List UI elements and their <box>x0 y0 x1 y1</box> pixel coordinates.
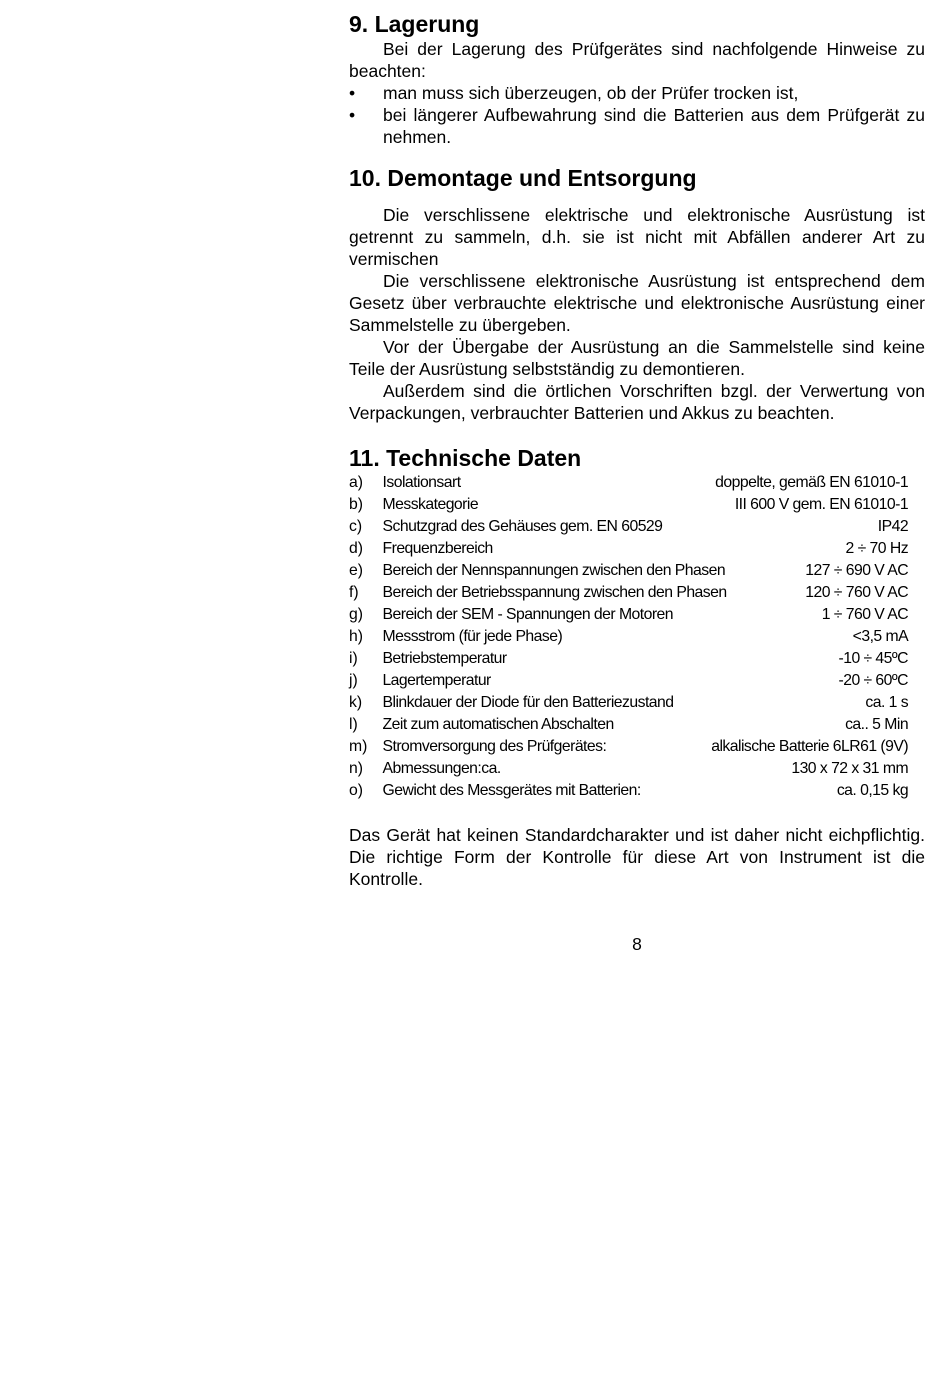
spec-label: Zeit zum automatischen Abschalten <box>382 716 614 733</box>
spec-key: g) <box>349 606 364 623</box>
spec-value: III 600 V gem. EN 61010-1 <box>734 496 909 513</box>
spec-key: f) <box>349 584 359 601</box>
spec-label: Lagertemperatur <box>382 672 491 689</box>
demontage-paragraph: Außerdem sind die örtlichen Vorschriften bzgl. der Verwertung von Verpackungen, verbrauchter Batterien und Akkus zu beachten. <box>349 381 925 423</box>
spec-row <box>349 692 908 714</box>
spec-label: Messstrom (für jede Phase) <box>382 628 563 645</box>
spec-value: 127 ÷ 690 V AC <box>805 562 909 579</box>
spec-row <box>349 472 908 494</box>
spec-key: h) <box>349 628 364 645</box>
bullet-text: man muss sich überzeugen, ob der Prüfer trocken ist, <box>383 83 799 103</box>
spec-value: 130 x 72 x 31 mm <box>791 760 909 777</box>
spec-list <box>349 472 908 802</box>
calibration-note: Das Gerät hat keinen Standardcharakter und ist daher nicht eichpflichtig. Die richtige Form der Kontrolle für diese Art von Instrument ist die Kontrolle. <box>349 825 925 889</box>
spec-key: l) <box>349 716 358 733</box>
spec-key: n) <box>349 760 364 777</box>
bullet-icon: • <box>349 105 356 125</box>
demontage-paragraph: Die verschlissene elektrische und elektronische Ausrüstung ist getrennt zu sammeln, d.h. sie ist nicht mit Abfällen anderer Art zu vermischen <box>349 205 925 269</box>
spec-row <box>349 582 908 604</box>
spec-row <box>349 494 908 516</box>
lagerung-bullet-list <box>349 82 925 148</box>
spec-label: Betriebstemperatur <box>382 650 507 667</box>
spec-row <box>349 736 908 758</box>
spec-key: i) <box>349 650 358 667</box>
section-heading-demontage: 10. Demontage und Entsorgung <box>349 165 697 191</box>
spec-key: a) <box>349 474 364 491</box>
spec-label: Frequenzbereich <box>382 540 493 557</box>
spec-label: Bereich der Betriebsspannung zwischen den Phasen <box>382 584 727 601</box>
spec-label: Abmessungen:ca. <box>382 760 501 777</box>
list-item <box>349 82 925 104</box>
page-number: 8 <box>632 934 642 954</box>
demontage-paragraph: Die verschlissene elektronische Ausrüstung ist entsprechend dem Gesetz über verbrauchte elektrische und elektronische Ausrüstung einer Sammelstelle zu übergeben. <box>349 271 925 335</box>
spec-label: Schutzgrad des Gehäuses gem. EN 60529 <box>382 518 663 535</box>
spec-value: doppelte, gemäß EN 61010-1 <box>715 474 909 491</box>
spec-value: alkalische Batterie 6LR61 (9V) <box>711 738 909 755</box>
spec-row <box>349 648 908 670</box>
spec-row <box>349 516 908 538</box>
spec-label: Isolationsart <box>382 474 461 491</box>
spec-value: ca. 1 s <box>865 694 909 711</box>
spec-key: k) <box>349 694 363 711</box>
spec-key: o) <box>349 782 364 799</box>
spec-key: b) <box>349 496 364 513</box>
spec-value: <3,5 mA <box>852 628 909 645</box>
spec-row <box>349 714 908 736</box>
spec-row <box>349 626 908 648</box>
lagerung-intro: Bei der Lagerung des Prüfgerätes sind nachfolgende Hinweise zu beachten: <box>349 39 925 81</box>
spec-label: Stromversorgung des Prüfgerätes: <box>382 738 607 755</box>
section-heading-lagerung: 9. Lagerung <box>349 11 480 37</box>
document-page <box>349 10 925 890</box>
spec-row <box>349 538 908 560</box>
demontage-paragraph: Vor der Übergabe der Ausrüstung an die Sammelstelle sind keine Teile der Ausrüstung selbstständig zu demontieren. <box>349 337 925 379</box>
spec-row <box>349 560 908 582</box>
spec-row <box>349 780 908 802</box>
spec-value: 120 ÷ 760 V AC <box>805 584 909 601</box>
spec-key: c) <box>349 518 363 535</box>
bullet-text: bei längerer Aufbewahrung sind die Batterien aus dem Prüfgerät zu nehmen. <box>383 105 925 147</box>
spec-value: ca.. 5 Min <box>845 716 909 733</box>
section-heading-technische-daten: 11. Technische Daten <box>349 445 582 471</box>
spec-value: ca. 0,15 kg <box>836 782 909 799</box>
spec-row <box>349 758 908 780</box>
list-item <box>349 104 925 148</box>
spec-key: j) <box>349 672 358 689</box>
spec-value: 2 ÷ 70 Hz <box>845 540 909 557</box>
spec-key: m) <box>349 738 368 755</box>
spec-value: -20 ÷ 60ºC <box>838 672 908 689</box>
spec-label: Bereich der Nennspannungen zwischen den Phasen <box>382 562 726 579</box>
spec-key: e) <box>349 562 364 579</box>
spec-value: IP42 <box>877 518 909 535</box>
spec-label: Gewicht des Messgerätes mit Batterien: <box>382 782 641 799</box>
spec-label: Messkategorie <box>382 496 479 513</box>
spec-label: Bereich der SEM - Spannungen der Motoren <box>382 606 674 623</box>
spec-label: Blinkdauer der Diode für den Batteriezustand <box>382 694 674 711</box>
spec-key: d) <box>349 540 364 557</box>
spec-value: 1 ÷ 760 V AC <box>821 606 909 623</box>
bullet-icon: • <box>349 83 356 103</box>
spec-value: -10 ÷ 45ºC <box>838 650 908 667</box>
spec-row <box>349 604 908 626</box>
spec-row <box>349 670 908 692</box>
